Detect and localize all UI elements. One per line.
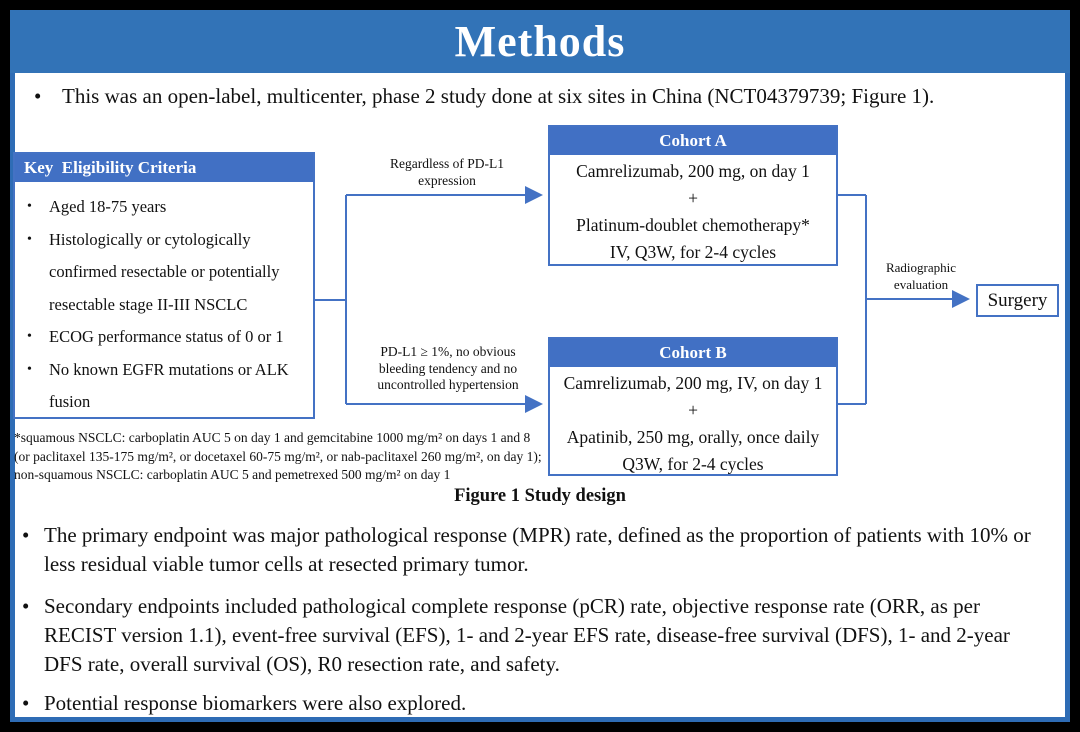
- biomarkers-bullet: [22, 689, 1044, 718]
- eligibility-item: • No known EGFR mutations or ALK fusion: [25, 354, 309, 419]
- eligibility-header: Key Eligibility Criteria: [15, 154, 313, 182]
- cohort-b-line: Camrelizumab, 200 mg, IV, on day 1: [563, 373, 823, 393]
- secondary-endpoints-text: Secondary endpoints included pathological complete response (pCR) rate, objective response rate (ORR, as per RECIST version 1.1), event-free survival (EFS), 1- and 2-year EFS rate, disease-free survival (DFS), 1- and 2-year DFS rate, overall survival (OS), R0 resection rate, and safety.: [44, 594, 1010, 676]
- bullet-dot: •: [27, 231, 32, 247]
- cohort-b-line: Q3W, for 2-4 cycles: [622, 454, 764, 474]
- primary-endpoint-bullet: [22, 521, 1044, 579]
- cohort-a-line: Camrelizumab, 200 mg, on day 1: [576, 161, 810, 181]
- bullet-dot: •: [27, 361, 32, 377]
- intro-bullet-text: This was an open-label, multicenter, phase 2 study done at six sites in China (NCT04379739; Figure 1).: [62, 84, 935, 108]
- cohort-b-header: Cohort B: [550, 339, 836, 367]
- plus-sign: +: [688, 400, 698, 420]
- bullet-dot: •: [34, 84, 42, 108]
- cohort-b-line: Apatinib, 250 mg, orally, once daily: [566, 427, 820, 447]
- page-title: Methods: [454, 17, 626, 66]
- cohort-a-body: [550, 155, 836, 266]
- surgery-box: [976, 284, 1059, 317]
- bullet-dot: •: [27, 329, 32, 344]
- title-banner: [10, 10, 1070, 73]
- cohort-a-header: Cohort A: [550, 127, 836, 155]
- intro-bullet: [34, 82, 1046, 111]
- branch-top-label: Regardless of PD-L1 expression: [390, 156, 504, 188]
- bullet-dot: •: [22, 691, 30, 715]
- cohort-b-box: [548, 337, 838, 476]
- primary-endpoint-text: The primary endpoint was major pathological response (MPR) rate, defined as the proportion of patients with 10% or less residual viable tumor cells at resected primary tumor.: [44, 523, 1031, 576]
- bullet-dot: •: [22, 523, 30, 547]
- biomarkers-text: Potential response biomarkers were also explored.: [44, 691, 467, 715]
- plus-sign: +: [688, 188, 698, 208]
- secondary-endpoints-bullet: [22, 592, 1044, 679]
- branch-bottom-label: PD-L1 ≥ 1%, no obvious bleeding tendency and no uncontrolled hypertension: [377, 344, 519, 392]
- eligibility-box: [13, 152, 315, 419]
- cohort-b-body: [550, 367, 836, 478]
- bullet-dot: •: [27, 199, 32, 214]
- eligibility-items: [15, 182, 313, 419]
- cohort-a-line: Platinum-doublet chemotherapy*: [576, 215, 810, 235]
- eligibility-item: • ECOG performance status of 0 or 1: [25, 321, 309, 354]
- figure-footnote: *squamous NSCLC: carboplatin AUC 5 on day 1 and gemcitabine 1000 mg/m² on days 1 and 8 (or paclitaxel 135-175 mg/m², or docetaxel 60-75 mg/m², or nab-paclitaxel 260 mg/m², on day 1); non-squamous NSCLC: carboplatin AUC 5 and pemetrexed 500 mg/m² on day 1: [14, 430, 542, 482]
- cohort-a-line: IV, Q3W, for 2-4 cycles: [609, 242, 777, 262]
- eligibility-item: • Histologically or cytologically confirmed resectable or potentially resectable stage II-III NSCLC: [25, 224, 309, 322]
- eligibility-item: • Aged 18-75 years: [25, 191, 309, 224]
- radiographic-evaluation-label: Radiographic evaluation: [885, 260, 957, 292]
- bullet-dot: •: [22, 594, 30, 618]
- figure-caption: Figure 1 Study design: [454, 486, 626, 506]
- surgery-label: Surgery: [987, 289, 1048, 311]
- cohort-a-box: [548, 125, 838, 266]
